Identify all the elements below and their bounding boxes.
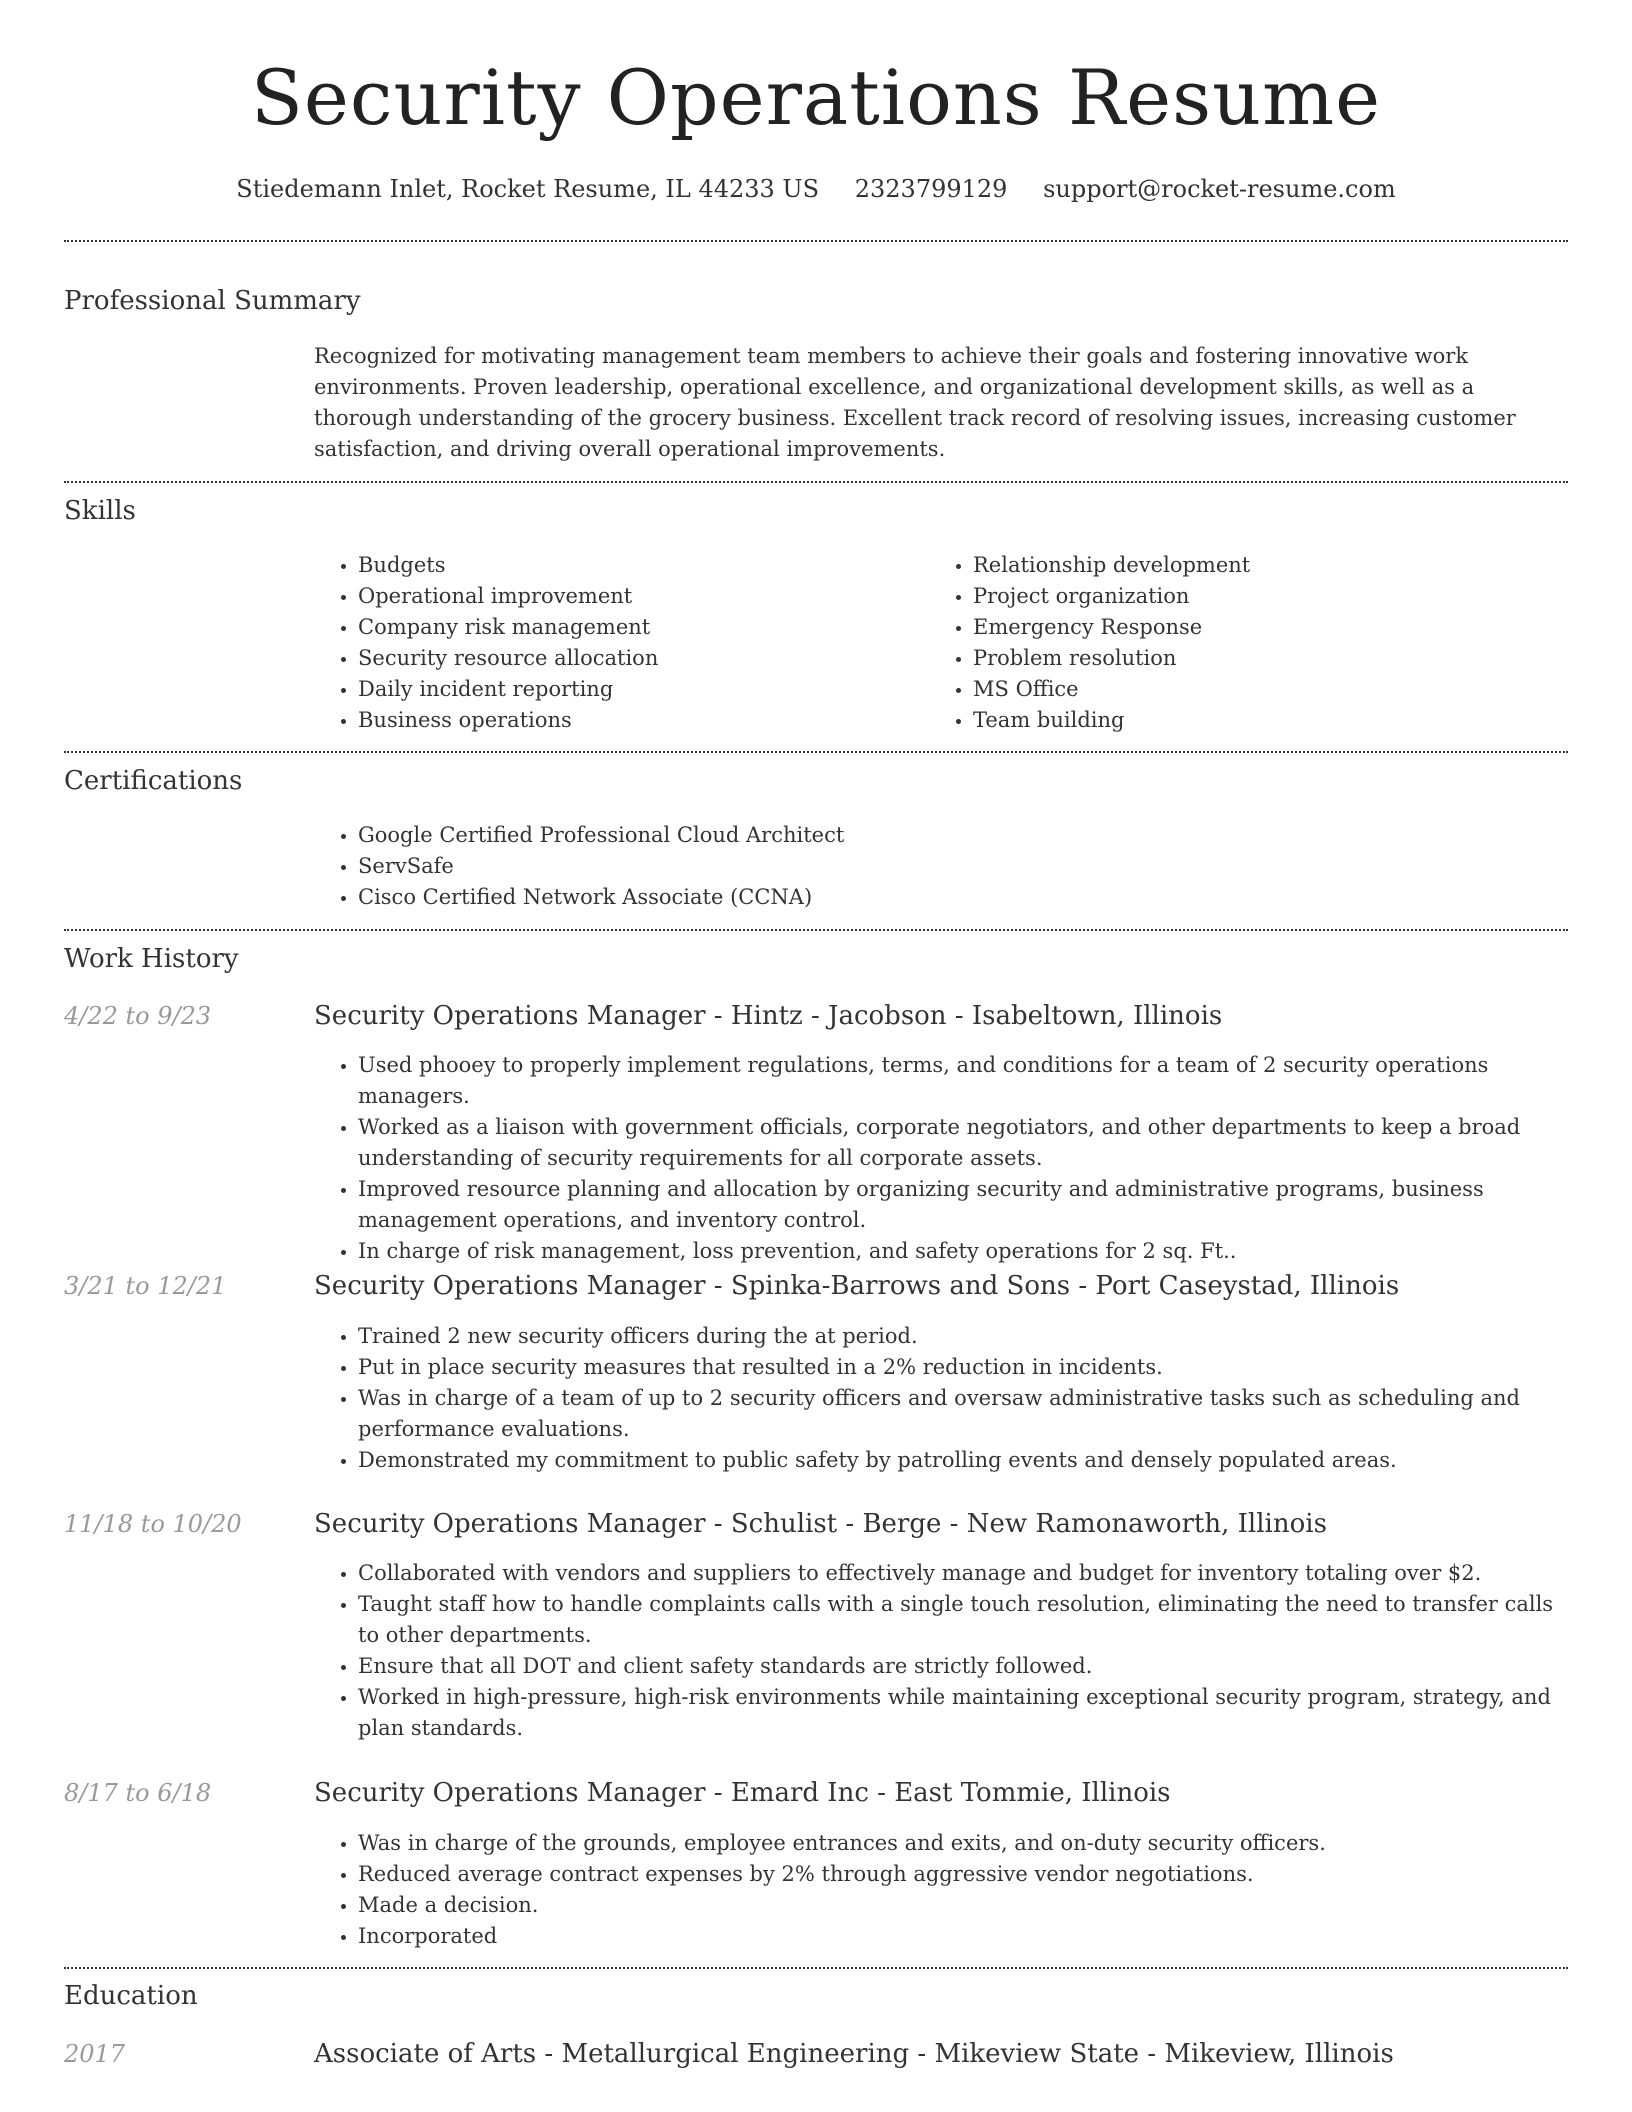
job-bullet: • Taught staff how to handle complaints calls with a single touch resolution, eliminating the need to transfer calls to other departments. <box>358 1589 1568 1651</box>
certifications-block <box>314 820 1568 913</box>
skills-column-left <box>314 550 914 736</box>
skill-item: • Operational improvement <box>358 581 914 612</box>
skill-item: • Company risk management <box>358 612 914 643</box>
contact-line <box>64 173 1568 205</box>
job-bullet: • Trained 2 new security officers during the at period. <box>358 1321 1568 1352</box>
resume-title: Security Operations Resume <box>250 53 1382 142</box>
summary-heading: Professional Summary <box>64 286 361 316</box>
job-bullet: • Demonstrated my commitment to public safety by patrolling events and densely populated areas. <box>358 1445 1568 1476</box>
work-history-heading: Work History <box>64 944 239 974</box>
job-dates: 3/21 to 12/21 <box>64 1272 227 1300</box>
job-bullets <box>314 1558 1568 1744</box>
job-dates: 8/17 to 6/18 <box>64 1779 212 1807</box>
job-bullet: • Reduced average contract expenses by 2% through aggressive vendor negotiations. <box>358 1859 1568 1890</box>
job-title: Security Operations Manager - Emard Inc - East Tommie, Illinois <box>314 1778 1171 1808</box>
skill-item: • Daily incident reporting <box>358 674 914 705</box>
certification-item: • Google Certified Professional Cloud Architect <box>358 820 1568 851</box>
summary-block <box>314 341 1568 465</box>
certifications-heading: Certifications <box>64 766 243 796</box>
job-bullet: • Collaborated with vendors and suppliers to effectively manage and budget for inventory totaling over $2. <box>358 1558 1568 1589</box>
skill-item: • Relationship development <box>973 550 1529 581</box>
skill-item: • Security resource allocation <box>358 643 914 674</box>
contact-phone: 2323799129 <box>854 175 1008 203</box>
skill-item: • Project organization <box>973 581 1529 612</box>
job-title: Security Operations Manager - Spinka-Barrows and Sons - Port Caseystad, Illinois <box>314 1271 1400 1301</box>
skill-item: • MS Office <box>973 674 1529 705</box>
education-year: 2017 <box>64 2040 126 2068</box>
job-title: Security Operations Manager - Schulist - Berge - New Ramonaworth, Illinois <box>314 1509 1327 1539</box>
job-bullets <box>314 1050 1568 1267</box>
summary-text: Recognized for motivating management team members to achieve their goals and fostering innovative work environments. Proven leadership, operational excellence, and organizational development skills, as well as a thorough understanding of the grocery business. Excellent track record of resolving issues, increasing customer satisfaction, and driving overall operational improvements. <box>314 344 1516 461</box>
job-dates: 11/18 to 10/20 <box>64 1510 242 1538</box>
job-bullet: • Made a decision. <box>358 1890 1568 1921</box>
job-bullet: • Worked in high-pressure, high-risk environments while maintaining exceptional security program, strategy, and plan standards. <box>358 1682 1568 1744</box>
job-bullet: • Incorporated <box>358 1921 1568 1952</box>
contact-address: Stiedemann Inlet, Rocket Resume, IL 44233 US <box>236 175 820 203</box>
section-divider <box>64 1967 1568 1969</box>
skills-column-right <box>929 550 1529 736</box>
section-divider <box>64 751 1568 753</box>
section-divider <box>64 929 1568 931</box>
skill-item: • Team building <box>973 705 1529 736</box>
job-bullets <box>314 1321 1568 1476</box>
certification-item: • ServSafe <box>358 851 1568 882</box>
section-divider <box>64 481 1568 483</box>
skill-item: • Problem resolution <box>973 643 1529 674</box>
certification-item: • Cisco Certified Network Associate (CCNA) <box>358 882 1568 913</box>
job-bullet: • Ensure that all DOT and client safety standards are strictly followed. <box>358 1651 1568 1682</box>
skill-item: • Emergency Response <box>973 612 1529 643</box>
job-bullets <box>314 1828 1568 1952</box>
job-bullet: • Was in charge of the grounds, employee entrances and exits, and on-duty security officers. <box>358 1828 1568 1859</box>
job-dates: 4/22 to 9/23 <box>64 1002 212 1030</box>
job-title: Security Operations Manager - Hintz - Jacobson - Isabeltown, Illinois <box>314 1001 1223 1031</box>
education-heading: Education <box>64 1981 198 2011</box>
job-bullet: • Improved resource planning and allocation by organizing security and administrative programs, business management operations, and inventory control. <box>358 1174 1568 1236</box>
section-divider <box>64 240 1568 242</box>
job-bullet: • Put in place security measures that resulted in a 2% reduction in incidents. <box>358 1352 1568 1383</box>
job-bullet: • Worked as a liaison with government officials, corporate negotiators, and other departments to keep a broad understanding of security requirements for all corporate assets. <box>358 1112 1568 1174</box>
education-title: Associate of Arts - Metallurgical Engineering - Mikeview State - Mikeview, Illinois <box>314 2039 1394 2069</box>
job-bullet: • In charge of risk management, loss prevention, and safety operations for 2 sq. Ft.. <box>358 1236 1568 1267</box>
contact-email[interactable]: support@rocket-resume.com <box>1043 175 1396 203</box>
skills-heading: Skills <box>64 496 136 526</box>
skill-item: • Budgets <box>358 550 914 581</box>
job-bullet: • Used phooey to properly implement regulations, terms, and conditions for a team of 2 security operations managers. <box>358 1050 1568 1112</box>
job-bullet: • Was in charge of a team of up to 2 security officers and oversaw administrative tasks such as scheduling and performance evaluations. <box>358 1383 1568 1445</box>
skill-item: • Business operations <box>358 705 914 736</box>
